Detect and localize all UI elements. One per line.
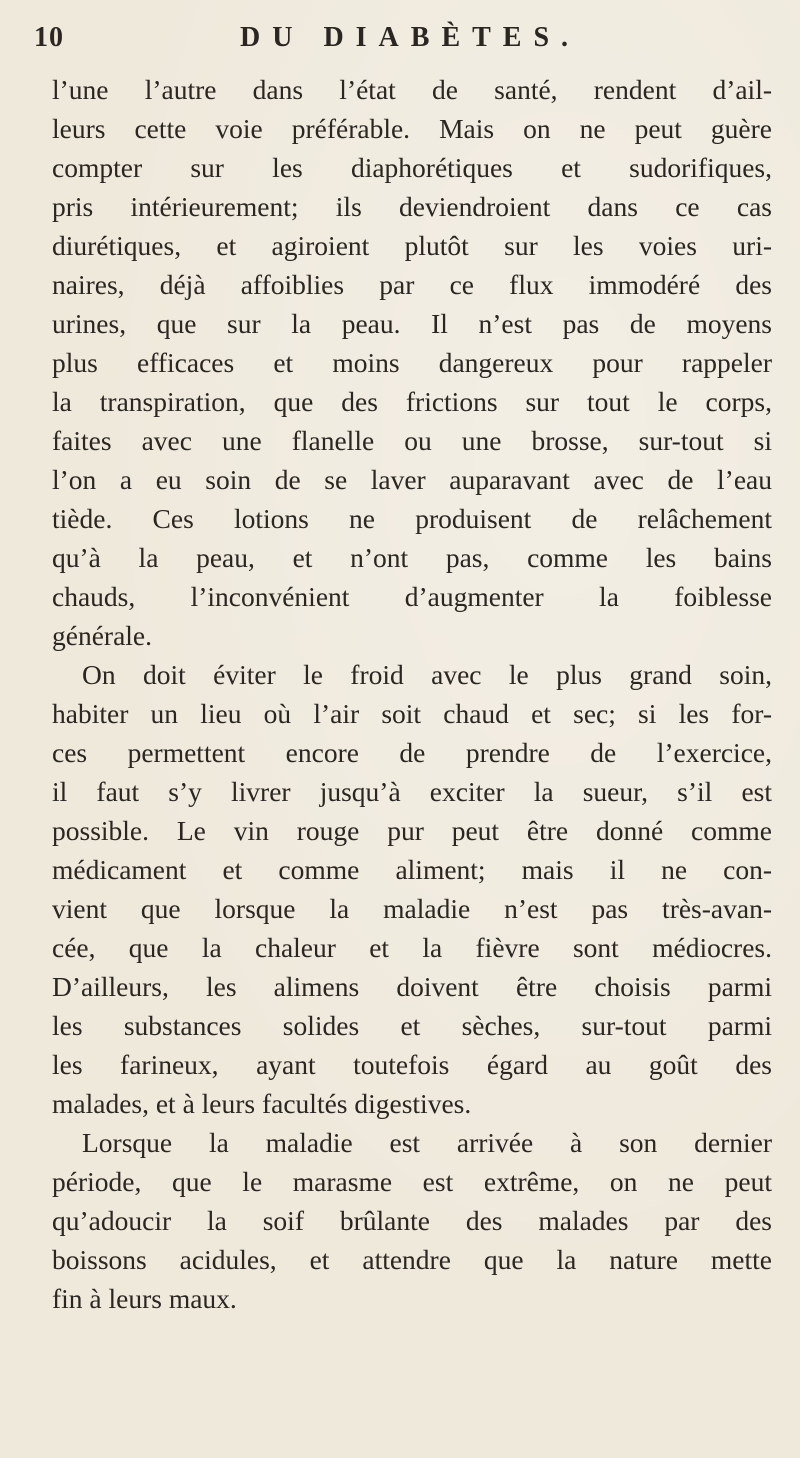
text-line: faites avec une flanelle ou une brosse, sur-tout si	[52, 425, 772, 456]
text-line: l’on a eu soin de se laver auparavant avec de l’eau	[52, 464, 772, 495]
text-line: les farineux, ayant toutefois égard au goût des	[52, 1049, 772, 1080]
text-line: pris intérieurement; ils deviendroient dans ce cas	[52, 191, 772, 222]
text-line: générale.	[52, 620, 152, 651]
text-line: période, que le marasme est extrême, on ne peut	[52, 1166, 772, 1197]
text-line: cée, que la chaleur et la fièvre sont médiocres.	[52, 932, 772, 963]
text-line: malades, et à leurs facultés digestives.	[52, 1088, 472, 1119]
text-line: fin à leurs maux.	[52, 1283, 237, 1314]
body-text	[52, 70, 772, 1318]
text-line: leurs cette voie préférable. Mais on ne peut guère	[52, 113, 772, 144]
text-line: D’ailleurs, les alimens doivent être choisis parmi	[52, 971, 772, 1002]
running-head	[34, 22, 734, 62]
text-line: naires, déjà affoiblies par ce flux immodéré des	[52, 269, 772, 300]
text-line: On doit éviter le froid avec le plus grand soin,	[82, 659, 772, 690]
text-line: ces permettent encore de prendre de l’exercice,	[52, 737, 772, 768]
text-line: urines, que sur la peau. Il n’est pas de moyens	[52, 308, 772, 339]
text-line: Lorsque la maladie est arrivée à son dernier	[82, 1127, 772, 1158]
text-line: habiter un lieu où l’air soit chaud et sec; si les for-	[52, 698, 772, 729]
text-line: diurétiques, et agiroient plutôt sur les voies uri-	[52, 230, 772, 261]
text-line: plus efficaces et moins dangereux pour rappeler	[52, 347, 772, 378]
text-line: chauds, l’inconvénient d’augmenter la foiblesse	[52, 581, 772, 612]
page-number: 10	[34, 22, 64, 53]
text-line: vient que lorsque la maladie n’est pas très-avan-	[52, 893, 772, 924]
text-line: la transpiration, que des frictions sur tout le corps,	[52, 386, 772, 417]
text-line: il faut s’y livrer jusqu’à exciter la sueur, s’il est	[52, 776, 772, 807]
text-line: l’une l’autre dans l’état de santé, rendent d’ail-	[52, 74, 772, 105]
text-line: les substances solides et sèches, sur-tout parmi	[52, 1010, 772, 1041]
text-line: médicament et comme aliment; mais il ne con-	[52, 854, 772, 885]
text-line: qu’à la peau, et n’ont pas, comme les bains	[52, 542, 772, 573]
text-line: qu’adoucir la soif brûlante des malades par des	[52, 1205, 772, 1236]
running-title: DU DIABÈTES.	[240, 22, 581, 53]
text-line: compter sur les diaphorétiques et sudorifiques,	[52, 152, 772, 183]
text-line: boissons acidules, et attendre que la nature mette	[52, 1244, 772, 1275]
text-line: possible. Le vin rouge pur peut être donné comme	[52, 815, 772, 846]
text-line: tiède. Ces lotions ne produisent de relâchement	[52, 503, 772, 534]
